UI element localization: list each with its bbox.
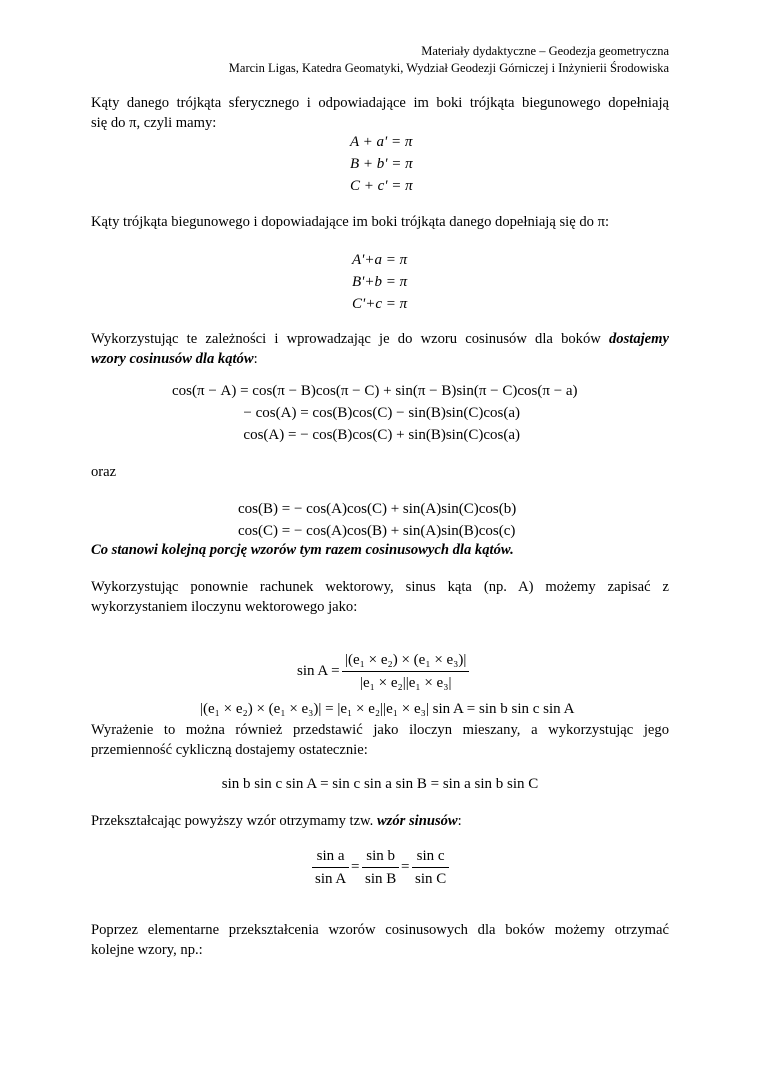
fraction-bar (412, 867, 449, 868)
vector-product-equation: |(e₁ × e₂) × (e₁ × e₃)| = |e₁ × e₂||e₁ × e₃| sin A = sin b sin c sin A (200, 701, 575, 717)
equation-cprime-c: C'+c = π (352, 296, 408, 312)
paragraph-6-line-2: przemienność cykliczną dostajemy ostatecznie: (91, 742, 368, 758)
paragraph-4: Co stanowi kolejną porcję wzorów tym razem cosinusowych dla kątów. (91, 542, 514, 558)
paragraph-6 (91, 720, 669, 760)
paragraph-2: Kąty trójkąta biegunowego i dopowiadające im boki trójkąta danego dopełniają się do π: (91, 214, 609, 230)
paragraph-1-line-1: Kąty danego trójkąta sferycznego i odpowiadające im boki trójkąta biegunowego dopełniają (91, 95, 669, 111)
paragraph-6-line-1: Wyrażenie to można również przedstawić jako iloczyn mieszany, a wykorzystując jego (91, 722, 669, 738)
sine-law-den-c: sin C (415, 871, 447, 887)
cosine-derivation-line-3: cos(A) = − cos(B)cos(C) + sin(B)sin(C)cos(a) (243, 427, 520, 443)
sine-law-num-c: sin c (416, 848, 445, 864)
equation-a-aprime: A + a' = π (350, 134, 413, 150)
sin-a-lhs: sin A = (297, 663, 340, 679)
sin-a-denominator: |e₁ × e₂||e₁ × e₃| (359, 675, 452, 691)
sin-a-fraction (342, 650, 469, 693)
equation-b-bprime: B + b' = π (350, 156, 413, 172)
header-line-1: Materiały dydaktyczne – Geodezja geometryczna (421, 44, 669, 58)
paragraph-3-emphasis-2: wzory cosinusów dla kątów (91, 351, 254, 367)
paragraph-3-emphasis-1: dostajemy (609, 331, 669, 347)
sine-law-num-b: sin b (366, 848, 396, 864)
sine-law-den-a: sin A (315, 871, 347, 887)
paragraph-7 (91, 811, 669, 831)
paragraph-8 (91, 920, 669, 960)
sine-law-fraction-c (412, 846, 449, 889)
equation-bprime-b: B'+b = π (352, 274, 408, 290)
fraction-bar (312, 867, 349, 868)
paragraph-1-line-2: się do π, czyli mamy: (91, 115, 217, 131)
sine-law-equals-1: = (351, 859, 360, 875)
paragraph-8-line-1: Poprzez elementarne przekształcenia wzorów cosinusowych dla boków możemy otrzymać (91, 922, 669, 938)
paragraph-7-emphasis: wzór sinusów (376, 813, 458, 829)
cosine-formula-b: cos(B) = − cos(A)cos(C) + sin(A)sin(C)cos(b) (238, 501, 517, 517)
sine-law-den-b: sin B (365, 871, 397, 887)
oraz-text: oraz (91, 464, 117, 480)
paragraph-3-text: Wykorzystując te zależności i wprowadzając je do wzoru cosinusów dla boków (91, 331, 609, 347)
header-line-2: Marcin Ligas, Katedra Geomatyki, Wydział Geodezji Górniczej i Inżynierii Środowiska (228, 61, 669, 75)
cosine-derivation-line-2: − cos(A) = cos(B)cos(C) − sin(B)sin(C)cos(a) (243, 405, 520, 421)
equation-c-cprime: C + c' = π (350, 178, 413, 194)
paragraph-5 (91, 577, 669, 617)
sine-law-fraction-b (362, 846, 399, 889)
cosine-derivation-line-1: cos(π − A) = cos(π − B)cos(π − C) + sin(π − B)sin(π − C)cos(π − a) (172, 383, 578, 399)
paragraph-3-tail: : (253, 351, 258, 367)
sine-law-fraction-a (312, 846, 349, 889)
cyclic-permutation-equation: sin b sin c sin A = sin c sin a sin B = sin a sin b sin C (221, 776, 539, 792)
paragraph-3-line-2 (91, 349, 669, 369)
sin-a-numerator: |(e₁ × e₂) × (e₁ × e₃)| (345, 652, 467, 668)
equation-aprime-a: A'+a = π (352, 252, 408, 268)
sine-law-equals-2: = (401, 859, 410, 875)
paragraph-8-line-2: kolejne wzory, np.: (91, 942, 203, 958)
fraction-bar (342, 671, 469, 672)
paragraph-1 (91, 93, 669, 133)
paragraph-7-tail: : (457, 813, 462, 829)
paragraph-5-line-2: wykorzystaniem iloczynu wektorowego jako: (91, 599, 358, 615)
fraction-bar (362, 867, 399, 868)
paragraph-3-line-1 (91, 329, 669, 349)
sine-law-num-a: sin a (316, 848, 345, 864)
paragraph-5-line-1: Wykorzystując ponownie rachunek wektorowy, sinus kąta (np. A) możemy zapisać z (91, 579, 669, 595)
paragraph-7-text: Przekształcając powyższy wzór otrzymamy tzw. (91, 813, 377, 829)
paragraph-3 (91, 329, 669, 369)
cosine-formula-c: cos(C) = − cos(A)cos(B) + sin(A)sin(B)cos(c) (238, 523, 516, 539)
